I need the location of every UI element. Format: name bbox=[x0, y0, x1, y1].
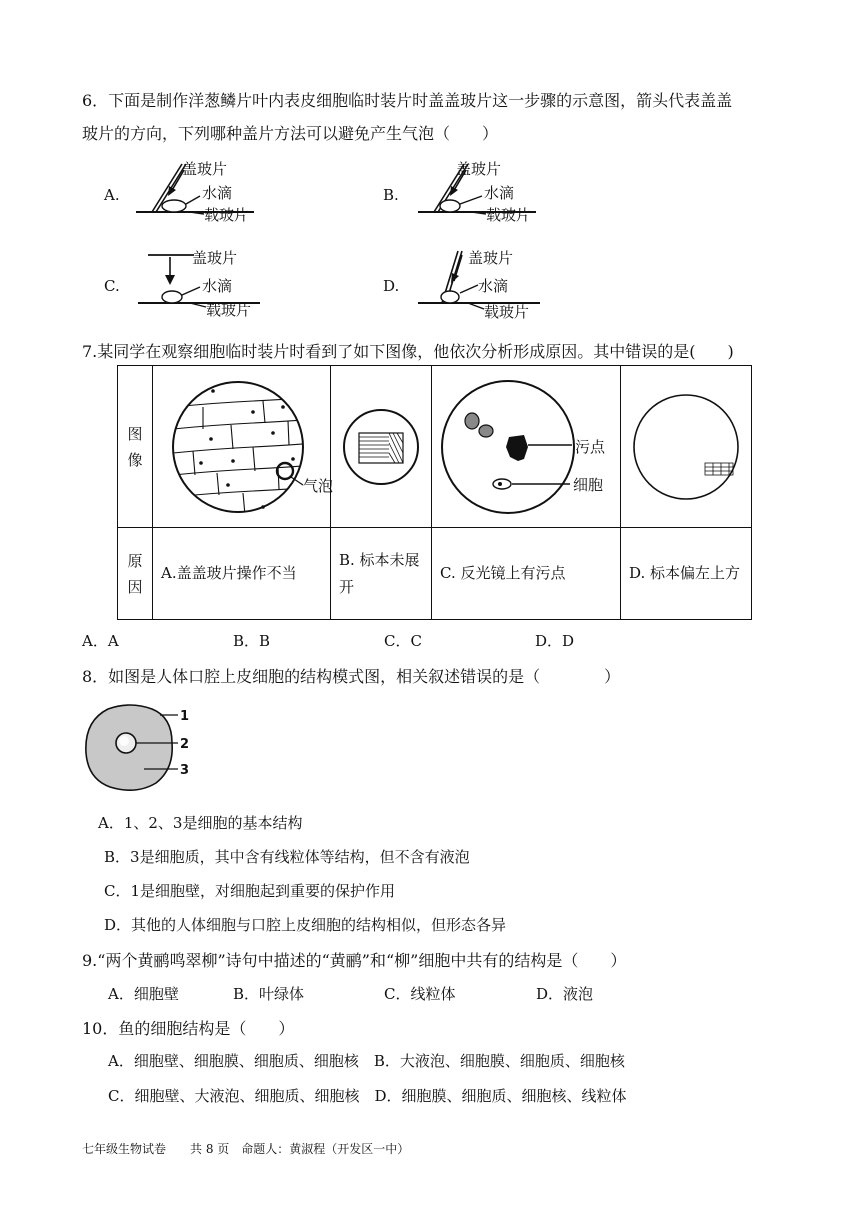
q7-bubble-label: 气泡 bbox=[303, 476, 334, 495]
q7-choice-c: C．C bbox=[384, 632, 422, 650]
q6d-cover-label: 盖玻片 bbox=[468, 249, 514, 267]
q6b-cover-label: 盖玻片 bbox=[456, 160, 502, 178]
page-footer: 七年级生物试卷 共 8 页 命题人：黄淑程（开发区一中） bbox=[82, 1142, 410, 1156]
q6c-slide-label: 载玻片 bbox=[206, 301, 252, 319]
q6-option-b-letter: B. bbox=[383, 186, 399, 204]
q7-choice-d: D．D bbox=[535, 632, 575, 650]
q7-reason-d-cell bbox=[621, 528, 752, 620]
q6b-water-label: 水滴 bbox=[484, 184, 515, 202]
q8-label-1: 1 bbox=[180, 709, 190, 724]
q8-cell-diagram bbox=[80, 703, 210, 795]
q6a-cover-label: 盖玻片 bbox=[182, 160, 228, 178]
q6a-slide-label: 载玻片 bbox=[204, 206, 250, 224]
q10-stem: 10．鱼的细胞结构是（ ） bbox=[82, 1019, 295, 1038]
q7-image-d bbox=[621, 366, 752, 528]
q7-cell-label: 细胞 bbox=[573, 475, 604, 494]
q7-image-a bbox=[153, 366, 334, 528]
q6-diagram-d bbox=[416, 245, 556, 320]
q6-stem-line1: 6．下面是制作洋葱鳞片叶内表皮细胞临时装片时盖盖玻片这一步骤的示意图，箭头代表盖盖 bbox=[82, 91, 733, 110]
q7-stem: 7.某同学在观察细胞临时装片时看到了如下图像，他依次分析形成原因。其中错误的是( ) bbox=[82, 342, 734, 361]
q7-image-c bbox=[432, 366, 621, 528]
q10-options-line1: A．细胞壁、细胞膜、细胞质、细胞核 B．大液泡、细胞膜、细胞质、细胞核 bbox=[108, 1052, 625, 1070]
q7-reason-c-cell bbox=[432, 528, 621, 620]
q8-option-c: C．1是细胞壁，对细胞起到重要的保护作用 bbox=[104, 882, 396, 900]
q7-table bbox=[117, 365, 752, 620]
q7-reason-c: C. 反光镜上有污点 bbox=[440, 564, 566, 582]
q8-label-2: 2 bbox=[180, 737, 190, 752]
q6-stem-line2: 玻片的方向，下列哪种盖片方法可以避免产生气泡（ ） bbox=[82, 124, 499, 143]
q10-options-line2: C．细胞壁、大液泡、细胞质、细胞核 D．细胞膜、细胞质、细胞核、线粒体 bbox=[108, 1087, 627, 1105]
q7-image-b-drawing bbox=[331, 367, 431, 527]
q9-option-a: A．细胞壁 bbox=[108, 985, 179, 1003]
q7-reason-header-cell bbox=[118, 528, 153, 620]
q6-diagram-a bbox=[134, 158, 264, 228]
q9-stem: 9.“两个黄鹂鸣翠柳”诗句中描述的“黄鹂”和“柳”细胞中共有的结构是（ ） bbox=[82, 951, 627, 970]
q7-image-d-drawing bbox=[621, 367, 751, 527]
q7-image-header: 图像 bbox=[127, 424, 143, 469]
q7-image-header-cell bbox=[118, 366, 153, 528]
q7-dirt-label: 污点 bbox=[575, 437, 606, 456]
q8-option-a: A．1、2、3是细胞的基本结构 bbox=[98, 814, 303, 832]
q9-option-d: D．液泡 bbox=[536, 985, 594, 1003]
q9-option-b: B．叶绿体 bbox=[233, 985, 305, 1003]
q7-image-a-drawing bbox=[153, 367, 330, 527]
q7-reason-d: D. 标本偏左上方 bbox=[629, 564, 741, 582]
q6-diagram-c bbox=[136, 245, 276, 320]
q6-option-a-letter: A. bbox=[104, 186, 120, 204]
q8-option-b: B．3是细胞质，其中含有线粒体等结构，但不含有液泡 bbox=[104, 848, 470, 866]
q8-label-3: 3 bbox=[180, 763, 190, 778]
q8-stem: 8．如图是人体口腔上皮细胞的结构模式图，相关叙述错误的是（ ） bbox=[82, 667, 621, 686]
q6a-water-label: 水滴 bbox=[202, 184, 233, 202]
q6c-water-label: 水滴 bbox=[202, 277, 233, 295]
q7-image-b bbox=[331, 366, 432, 528]
q7-reason-header: 原因 bbox=[127, 551, 143, 596]
q7-reason-a: A.盖盖玻片操作不当 bbox=[161, 564, 297, 582]
q6d-slide-label: 载玻片 bbox=[484, 303, 530, 321]
q7-reason-a-cell bbox=[153, 528, 331, 620]
q7-choice-a: A．A bbox=[82, 632, 119, 650]
q6-diagram-b bbox=[416, 158, 546, 228]
q6d-water-label: 水滴 bbox=[478, 277, 509, 295]
q6-option-c-letter: C. bbox=[104, 277, 120, 295]
q7-reason-b: B. 标本未展开 bbox=[339, 550, 420, 596]
q6c-cover-label: 盖玻片 bbox=[192, 249, 238, 267]
q8-option-d: D．其他的人体细胞与口腔上皮细胞的结构相似，但形态各异 bbox=[104, 916, 507, 934]
q6b-slide-label: 载玻片 bbox=[486, 206, 532, 224]
q7-reason-b-cell bbox=[331, 528, 432, 620]
q9-option-c: C．线粒体 bbox=[384, 985, 456, 1003]
q7-choice-b: B．B bbox=[233, 632, 271, 650]
q6-option-d-letter: D. bbox=[383, 277, 400, 295]
